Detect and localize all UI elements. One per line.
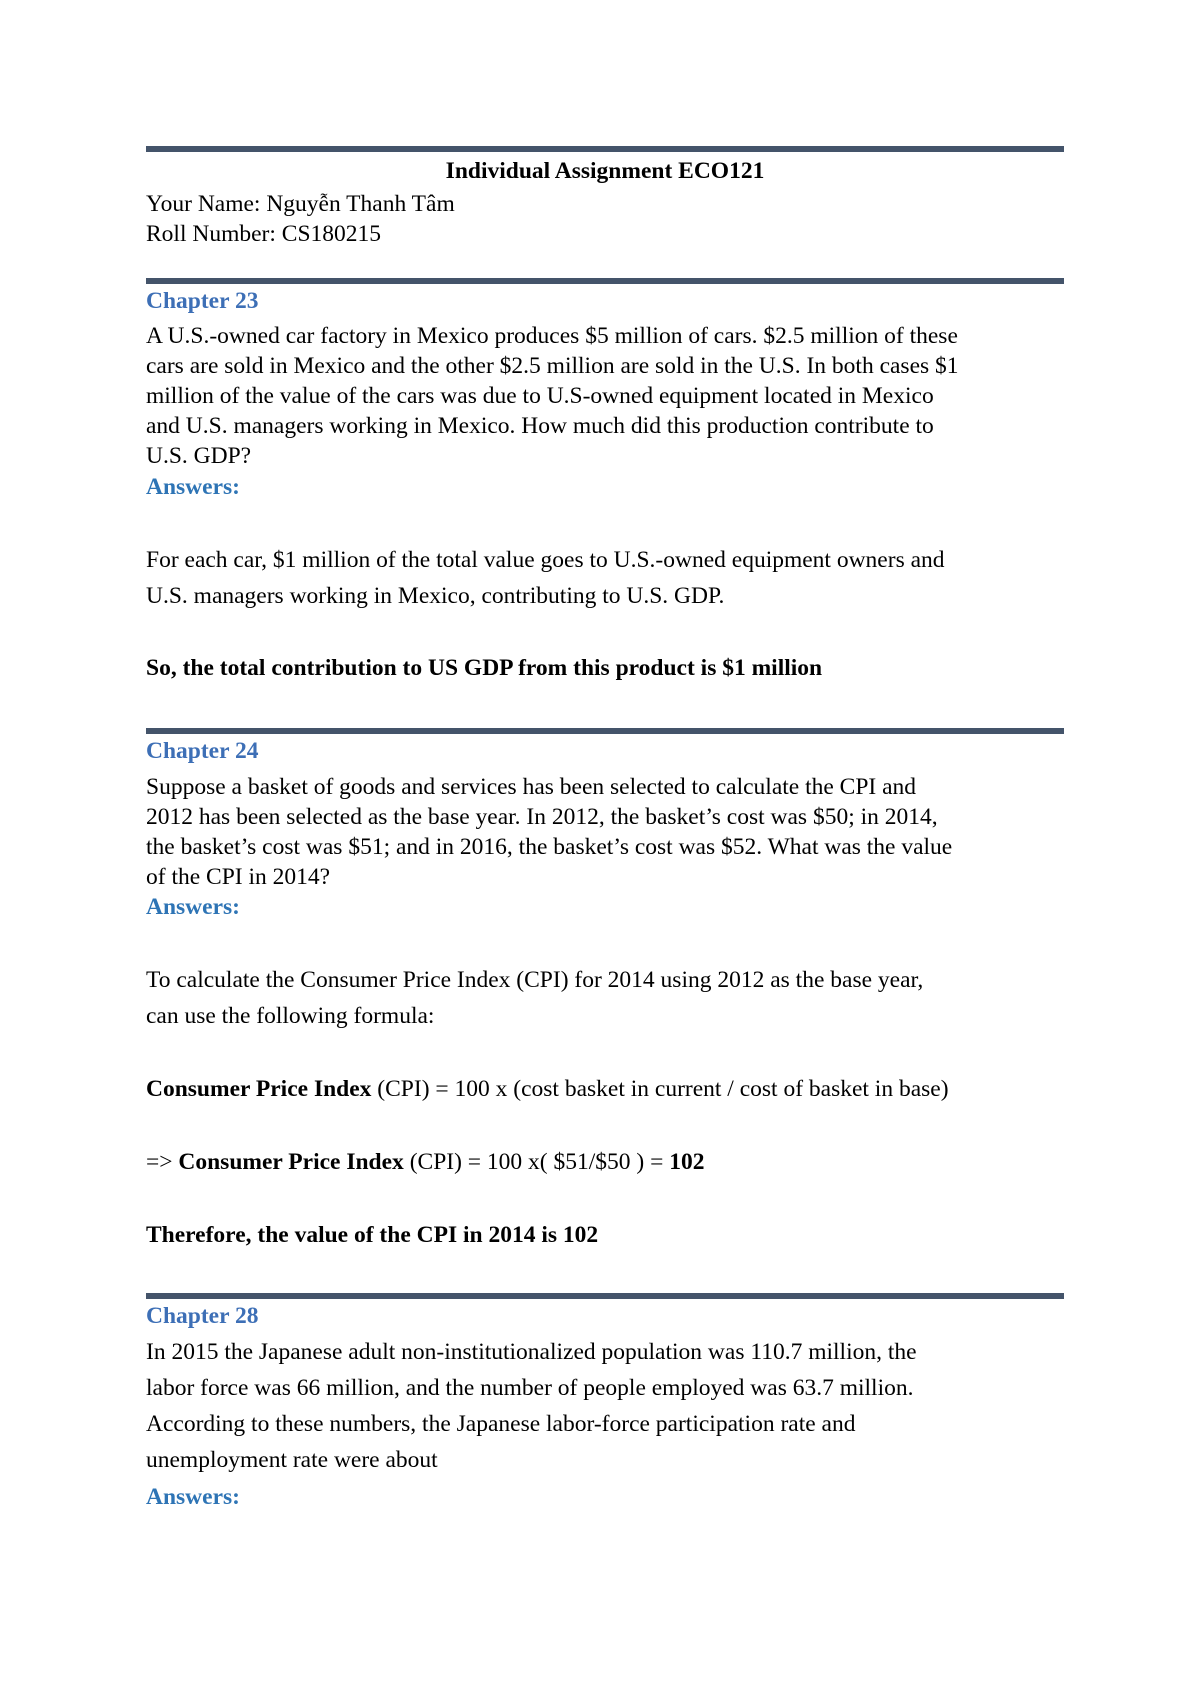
ch23-conclusion: So, the total contribution to US GDP from this product is $1 million: [146, 655, 823, 681]
chapter-28-divider: [146, 1293, 1064, 1299]
ch24-question-line: Suppose a basket of goods and services has been selected to calculate the CPI and: [146, 774, 917, 800]
ch24-formula-rest: (CPI) = 100 x (cost basket in current / cost of basket in base): [371, 1076, 949, 1102]
ch23-question-line: million of the value of the cars was due to U.S-owned equipment located in Mexico: [146, 383, 934, 409]
chapter-24-divider: [146, 728, 1064, 734]
ch24-conclusion: Therefore, the value of the CPI in 2014 is 102: [146, 1222, 599, 1248]
ch23-question-line: and U.S. managers working in Mexico. How much did this production contribute to: [146, 413, 934, 439]
ch24-formula-bold: Consumer Price Index: [146, 1076, 372, 1102]
ch24-calc-bold: Consumer Price Index: [178, 1149, 404, 1175]
ch23-question-line: U.S. GDP?: [146, 443, 252, 469]
ch24-answer-line: To calculate the Consumer Price Index (CPI) for 2014 using 2012 as the base year,: [146, 967, 924, 993]
roll-number: Roll Number: CS180215: [146, 221, 382, 247]
assignment-title: Individual Assignment ECO121: [445, 158, 765, 184]
chapter-28-heading: Chapter 28: [146, 1303, 259, 1329]
chapter-23-divider: [146, 278, 1064, 284]
top-divider: [146, 146, 1064, 152]
ch23-question-line: cars are sold in Mexico and the other $2.5 million are sold in the U.S. In both cases $1: [146, 353, 959, 379]
ch24-calc-prefix: =>: [146, 1149, 179, 1175]
ch24-calc-mid: (CPI) = 100 x( $51/$50 ) =: [403, 1149, 670, 1175]
ch24-question-line: 2012 has been selected as the base year. In 2012, the basket’s cost was $50; in 2014,: [146, 804, 938, 830]
ch28-question-line: In 2015 the Japanese adult non-institutionalized population was 110.7 million, the: [146, 1339, 917, 1365]
ch23-answers-label: Answers:: [146, 474, 240, 500]
student-name: Your Name: Nguyễn Thanh Tâm: [146, 191, 455, 217]
ch28-answers-label: Answers:: [146, 1484, 240, 1510]
ch28-question-line: labor force was 66 million, and the number of people employed was 63.7 million.: [146, 1375, 914, 1401]
ch28-question-line: unemployment rate were about: [146, 1447, 438, 1473]
ch24-calc-result: 102: [669, 1149, 705, 1175]
ch28-question-line: According to these numbers, the Japanese labor-force participation rate and: [146, 1411, 856, 1437]
ch24-answer-line: can use the following formula:: [146, 1003, 435, 1029]
ch24-question-line: of the CPI in 2014?: [146, 864, 331, 890]
ch24-calculation: [146, 1147, 704, 1177]
ch23-question-line: A U.S.-owned car factory in Mexico produces $5 million of cars. $2.5 million of these: [146, 323, 958, 349]
chapter-24-heading: Chapter 24: [146, 738, 259, 764]
ch24-answers-label: Answers:: [146, 894, 240, 920]
ch23-answer-line: U.S. managers working in Mexico, contributing to U.S. GDP.: [146, 583, 725, 609]
ch23-answer-line: For each car, $1 million of the total value goes to U.S.-owned equipment owners and: [146, 547, 945, 573]
chapter-23-heading: Chapter 23: [146, 288, 259, 314]
ch24-formula: [146, 1074, 949, 1104]
ch24-question-line: the basket’s cost was $51; and in 2016, the basket’s cost was $52. What was the value: [146, 834, 953, 860]
